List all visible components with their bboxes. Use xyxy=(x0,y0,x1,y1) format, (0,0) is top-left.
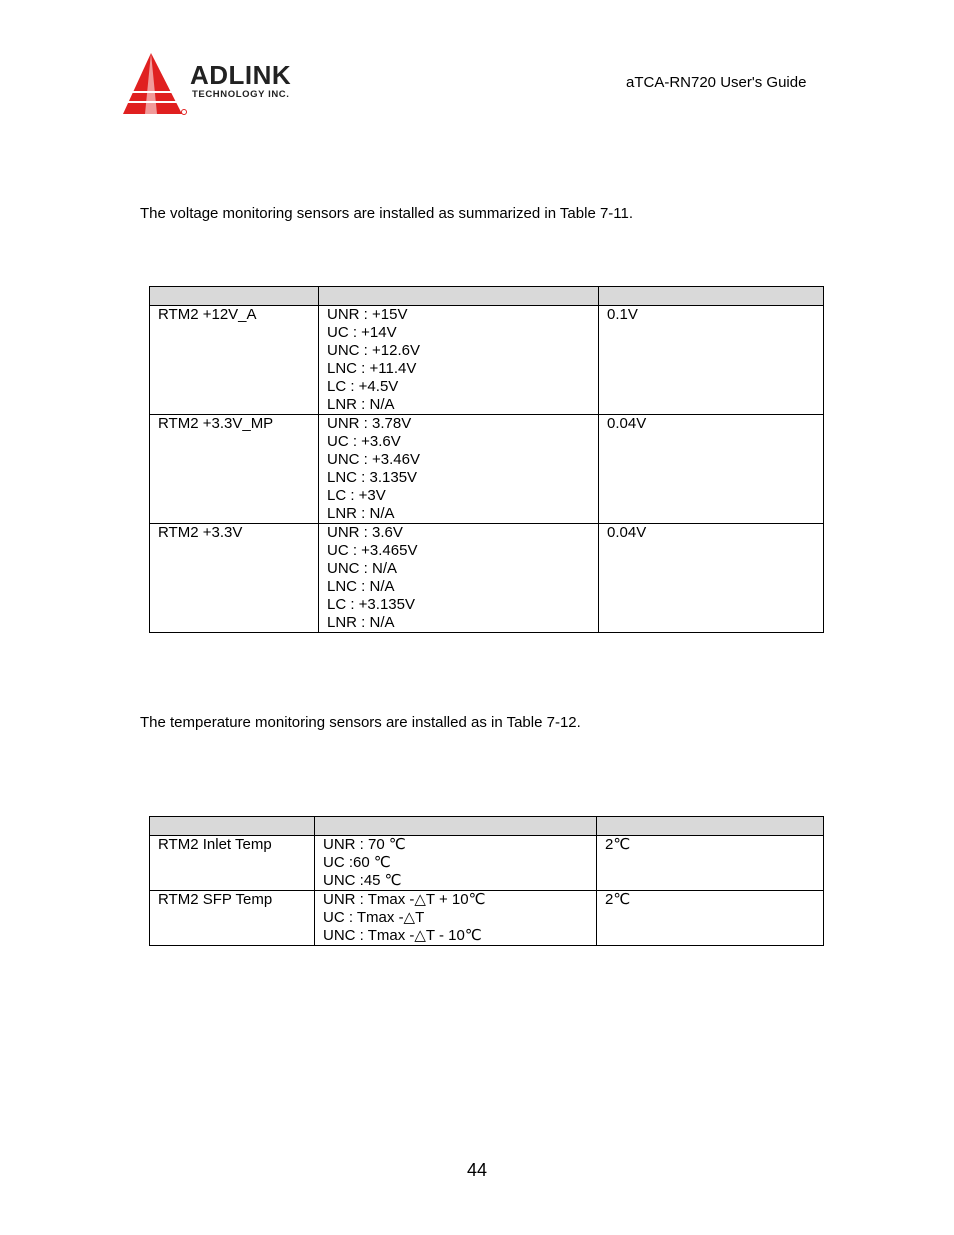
header-cell xyxy=(150,287,319,306)
threshold-line: LNC : 3.135V xyxy=(327,469,418,486)
adlink-logo xyxy=(122,52,327,116)
hysteresis-cell: 2℃ xyxy=(597,836,824,891)
threshold-line: UNR : 3.78V xyxy=(327,415,412,432)
voltage-intro-text: The voltage monitoring sensors are installed as summarized in Table 7-11. xyxy=(140,205,634,222)
header-cell xyxy=(150,817,315,836)
logo-brand-text: ADLINK xyxy=(190,60,292,90)
header-cell xyxy=(597,817,824,836)
threshold-line: UNC : +12.6V xyxy=(327,342,420,359)
threshold-line: LNC : N/A xyxy=(327,578,395,595)
threshold-line: LNR : N/A xyxy=(327,505,395,522)
threshold-line: UC : +3.465V xyxy=(327,542,418,559)
sensor-name-cell: RTM2 +12V_A xyxy=(150,306,319,415)
hysteresis-cell: 0.04V xyxy=(599,524,824,633)
threshold-line: UC :60 ℃ xyxy=(323,854,391,871)
table-row xyxy=(150,891,824,946)
threshold-line: LC : +3.135V xyxy=(327,596,415,613)
threshold-line: UC : +3.6V xyxy=(327,433,401,450)
thresholds-cell xyxy=(319,524,599,633)
sensor-name-cell: RTM2 SFP Temp xyxy=(150,891,315,946)
temperature-table-body xyxy=(150,836,824,946)
sensor-name-cell: RTM2 +3.3V_MP xyxy=(150,415,319,524)
hysteresis-cell: 0.1V xyxy=(599,306,824,415)
header-cell xyxy=(599,287,824,306)
threshold-line: UNR : +15V xyxy=(327,306,408,323)
thresholds-cell xyxy=(319,306,599,415)
table-header-row xyxy=(150,817,824,836)
threshold-line: UNR : Tmax -△T + 10℃ xyxy=(323,891,486,908)
threshold-line: UNC : +3.46V xyxy=(327,451,420,468)
header-cell xyxy=(315,817,597,836)
sensor-name-cell: RTM2 Inlet Temp xyxy=(150,836,315,891)
document-title: aTCA-RN720 User's Guide xyxy=(626,74,807,91)
hysteresis-cell: 0.04V xyxy=(599,415,824,524)
temperature-intro-text: The temperature monitoring sensors are installed as in Table 7-12. xyxy=(140,714,581,731)
threshold-line: UNR : 3.6V xyxy=(327,524,403,541)
threshold-line: LNR : N/A xyxy=(327,614,395,631)
table-row xyxy=(150,306,824,415)
table-row xyxy=(150,524,824,633)
threshold-line: UNC : N/A xyxy=(327,560,398,577)
threshold-line: UC : Tmax -△T xyxy=(323,909,425,926)
logo-subtitle-text: TECHNOLOGY INC. xyxy=(192,89,290,100)
adlink-triangle-icon xyxy=(122,52,192,116)
voltage-sensor-table xyxy=(149,286,824,633)
threshold-line: LC : +4.5V xyxy=(327,378,399,395)
threshold-line: UNR : 70 ℃ xyxy=(323,836,406,853)
threshold-line: LNC : +11.4V xyxy=(327,360,417,377)
threshold-line: LC : +3V xyxy=(327,487,386,504)
header-cell xyxy=(319,287,599,306)
thresholds-cell xyxy=(315,836,597,891)
table-row xyxy=(150,836,824,891)
thresholds-cell xyxy=(315,891,597,946)
threshold-line: LNR : N/A xyxy=(327,396,395,413)
page-number: 44 xyxy=(466,1160,488,1180)
threshold-line: UNC :45 ℃ xyxy=(323,872,402,889)
voltage-table-body xyxy=(150,306,824,633)
hysteresis-cell: 2℃ xyxy=(597,891,824,946)
threshold-line: UC : +14V xyxy=(327,324,397,341)
thresholds-cell xyxy=(319,415,599,524)
table-header-row xyxy=(150,287,824,306)
sensor-name-cell: RTM2 +3.3V xyxy=(150,524,319,633)
table-row xyxy=(150,415,824,524)
temperature-sensor-table xyxy=(149,816,824,946)
threshold-line: UNC : Tmax -△T - 10℃ xyxy=(323,927,482,944)
